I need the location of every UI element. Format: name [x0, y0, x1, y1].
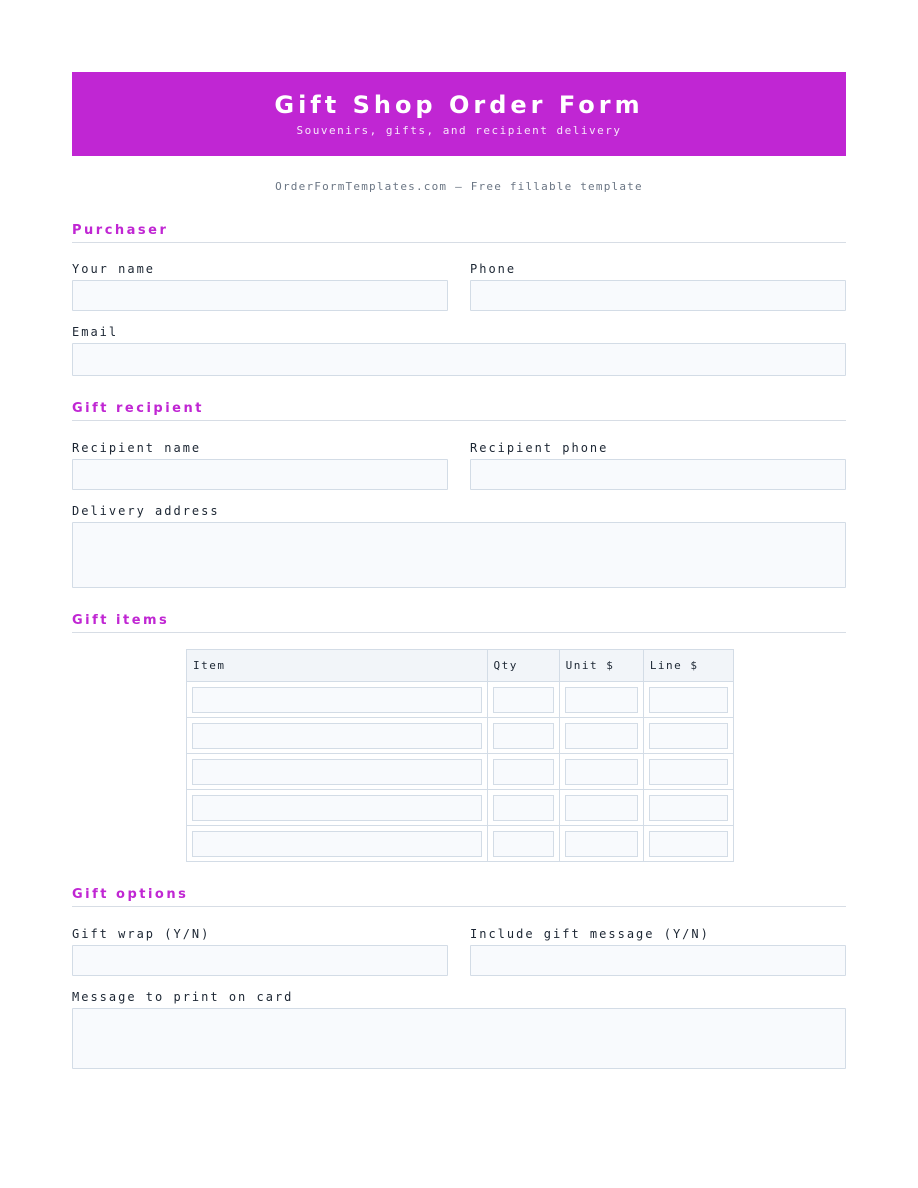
qty-input[interactable]	[493, 759, 554, 785]
qty-input[interactable]	[493, 831, 554, 857]
item-name-input[interactable]	[192, 759, 482, 785]
line-total-input[interactable]	[649, 723, 728, 749]
card-message-field	[72, 990, 846, 1069]
options-section-title: Gift options	[72, 884, 846, 907]
qty-input[interactable]	[493, 687, 554, 713]
line-total-input[interactable]	[649, 831, 728, 857]
page-title: Gift Shop Order Form	[274, 91, 644, 119]
qty-input[interactable]	[493, 795, 554, 821]
card-message-input[interactable]	[72, 1008, 846, 1069]
table-cell	[643, 682, 733, 718]
table-cell	[559, 790, 643, 826]
unit-price-input[interactable]	[565, 759, 638, 785]
page-subtitle: Souvenirs, gifts, and recipient delivery	[296, 124, 622, 137]
table-cell	[187, 718, 488, 754]
table-cell	[643, 718, 733, 754]
recipient-name-field	[72, 441, 448, 490]
header-banner	[72, 72, 846, 156]
table-cell	[187, 754, 488, 790]
line-total-input[interactable]	[649, 759, 728, 785]
gift-wrap-field	[72, 927, 448, 976]
table-row	[187, 790, 734, 826]
purchaser-section	[72, 220, 846, 243]
recipient-phone-label: Recipient phone	[470, 441, 609, 455]
purchaser-section-title: Purchaser	[72, 220, 846, 243]
column-header-line-total: Line $	[643, 650, 733, 682]
table-cell	[187, 790, 488, 826]
table-row	[187, 754, 734, 790]
item-name-input[interactable]	[192, 687, 482, 713]
purchaser-name-field	[72, 262, 448, 311]
table-cell	[187, 826, 488, 862]
purchaser-phone-label: Phone	[470, 262, 517, 276]
table-cell	[643, 754, 733, 790]
purchaser-name-input[interactable]	[72, 280, 448, 311]
delivery-address-input[interactable]	[72, 522, 846, 588]
column-header-item: Item	[187, 650, 488, 682]
item-name-input[interactable]	[192, 723, 482, 749]
table-cell	[559, 826, 643, 862]
qty-input[interactable]	[493, 723, 554, 749]
table-row	[187, 718, 734, 754]
recipient-name-input[interactable]	[72, 459, 448, 490]
card-message-label: Message to print on card	[72, 990, 294, 1004]
column-header-unit-price: Unit $	[559, 650, 643, 682]
gift-wrap-label: Gift wrap (Y/N)	[72, 927, 211, 941]
recipient-phone-input[interactable]	[470, 459, 846, 490]
line-total-input[interactable]	[649, 687, 728, 713]
column-header-qty: Qty	[487, 650, 559, 682]
table-header-row	[187, 650, 734, 682]
gift-wrap-input[interactable]	[72, 945, 448, 976]
gift-message-flag-label: Include gift message (Y/N)	[470, 927, 710, 941]
delivery-address-field	[72, 504, 846, 588]
item-name-input[interactable]	[192, 831, 482, 857]
source-line: OrderFormTemplates.com — Free fillable template	[275, 180, 643, 193]
recipient-section-title: Gift recipient	[72, 398, 846, 421]
purchaser-email-label: Email	[72, 325, 119, 339]
table-cell	[559, 754, 643, 790]
table-cell	[643, 826, 733, 862]
items-section	[72, 610, 846, 633]
table-cell	[487, 790, 559, 826]
gift-message-flag-input[interactable]	[470, 945, 846, 976]
purchaser-email-field	[72, 325, 846, 376]
unit-price-input[interactable]	[565, 795, 638, 821]
gift-items-table	[186, 649, 734, 862]
table-row	[187, 826, 734, 862]
recipient-name-label: Recipient name	[72, 441, 202, 455]
table-cell	[187, 682, 488, 718]
purchaser-name-label: Your name	[72, 262, 156, 276]
purchaser-email-input[interactable]	[72, 343, 846, 376]
unit-price-input[interactable]	[565, 831, 638, 857]
table-cell	[487, 754, 559, 790]
table-row	[187, 682, 734, 718]
unit-price-input[interactable]	[565, 723, 638, 749]
delivery-address-label: Delivery address	[72, 504, 220, 518]
unit-price-input[interactable]	[565, 687, 638, 713]
table-cell	[559, 682, 643, 718]
purchaser-phone-input[interactable]	[470, 280, 846, 311]
gift-message-flag-field	[470, 927, 846, 976]
recipient-phone-field	[470, 441, 846, 490]
table-cell	[487, 718, 559, 754]
line-total-input[interactable]	[649, 795, 728, 821]
purchaser-phone-field	[470, 262, 846, 311]
table-cell	[487, 826, 559, 862]
table-cell	[487, 682, 559, 718]
options-section	[72, 884, 846, 907]
order-form-page	[72, 72, 846, 1004]
table-cell	[559, 718, 643, 754]
item-name-input[interactable]	[192, 795, 482, 821]
table-cell	[643, 790, 733, 826]
items-section-title: Gift items	[72, 610, 846, 633]
recipient-section	[72, 398, 846, 421]
